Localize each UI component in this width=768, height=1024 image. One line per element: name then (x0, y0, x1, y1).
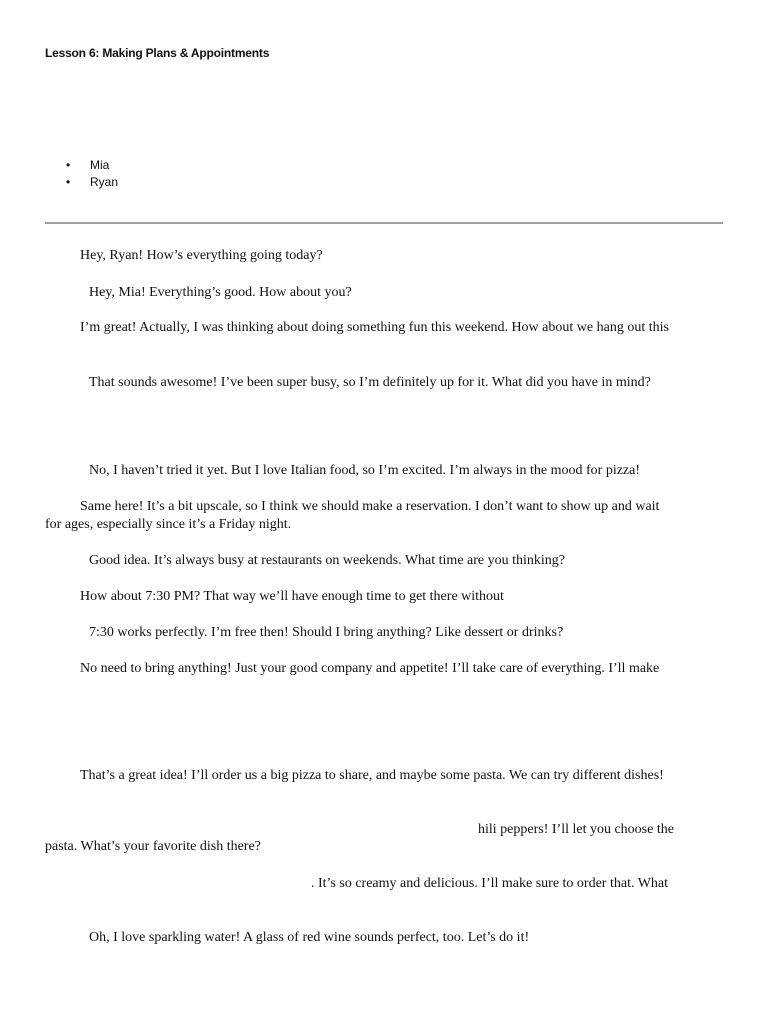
dialogue-line: Good idea. It’s always busy at restaurants on weekends. What time are you thinking? (89, 553, 566, 568)
dialogue-line: for ages, especially since it’s a Friday night. (45, 517, 292, 532)
dialogue-line: Hey, Mia! Everything’s good. How about you? (89, 285, 352, 300)
horizontal-divider (45, 222, 723, 224)
bullet-icon: • (66, 175, 71, 189)
dialogue-line: Hey, Ryan! How’s everything going today? (80, 248, 323, 263)
participant-name: Mia (90, 158, 110, 172)
dialogue-line: I’m great! Actually, I was thinking about doing something fun this weekend. How about we hang out this (80, 320, 669, 335)
dialogue-line: pasta. What’s your favorite dish there? (45, 839, 261, 854)
dialogue-line: No need to bring anything! Just your good company and appetite! I’ll take care of everything. I’ll make (80, 661, 660, 676)
dialogue-line: That sounds awesome! I’ve been super busy, so I’m definitely up for it. What did you have in mind? (89, 375, 651, 390)
dialogue-line: How about 7:30 PM? That way we’ll have enough time to get there without (80, 589, 504, 604)
page-title: Lesson 6: Making Plans & Appointments (45, 46, 270, 60)
list-item (62, 157, 118, 174)
dialogue-line: That’s a great idea! I’ll order us a big pizza to share, and maybe some pasta. We can try different dishes! (80, 768, 664, 783)
dialogue-line: 7:30 works perfectly. I’m free then! Should I bring anything? Like dessert or drinks? (89, 625, 564, 640)
dialogue-line: No, I haven’t tried it yet. But I love Italian food, so I’m excited. I’m always in the mood for pizza! (89, 463, 641, 478)
participant-name: Ryan (90, 175, 119, 189)
bullet-icon: • (66, 158, 71, 172)
dialogue-line: Oh, I love sparkling water! A glass of red wine sounds perfect, too. Let’s do it! (89, 930, 530, 945)
list-item (62, 174, 118, 191)
dialogue-line: Same here! It’s a bit upscale, so I think we should make a reservation. I don’t want to show up and wait (80, 499, 660, 514)
participant-list (62, 157, 118, 191)
dialogue-line: . It’s so creamy and delicious. I’ll make sure to order that. What (311, 876, 669, 891)
dialogue-line: hili peppers! I’ll let you choose the (478, 822, 674, 837)
